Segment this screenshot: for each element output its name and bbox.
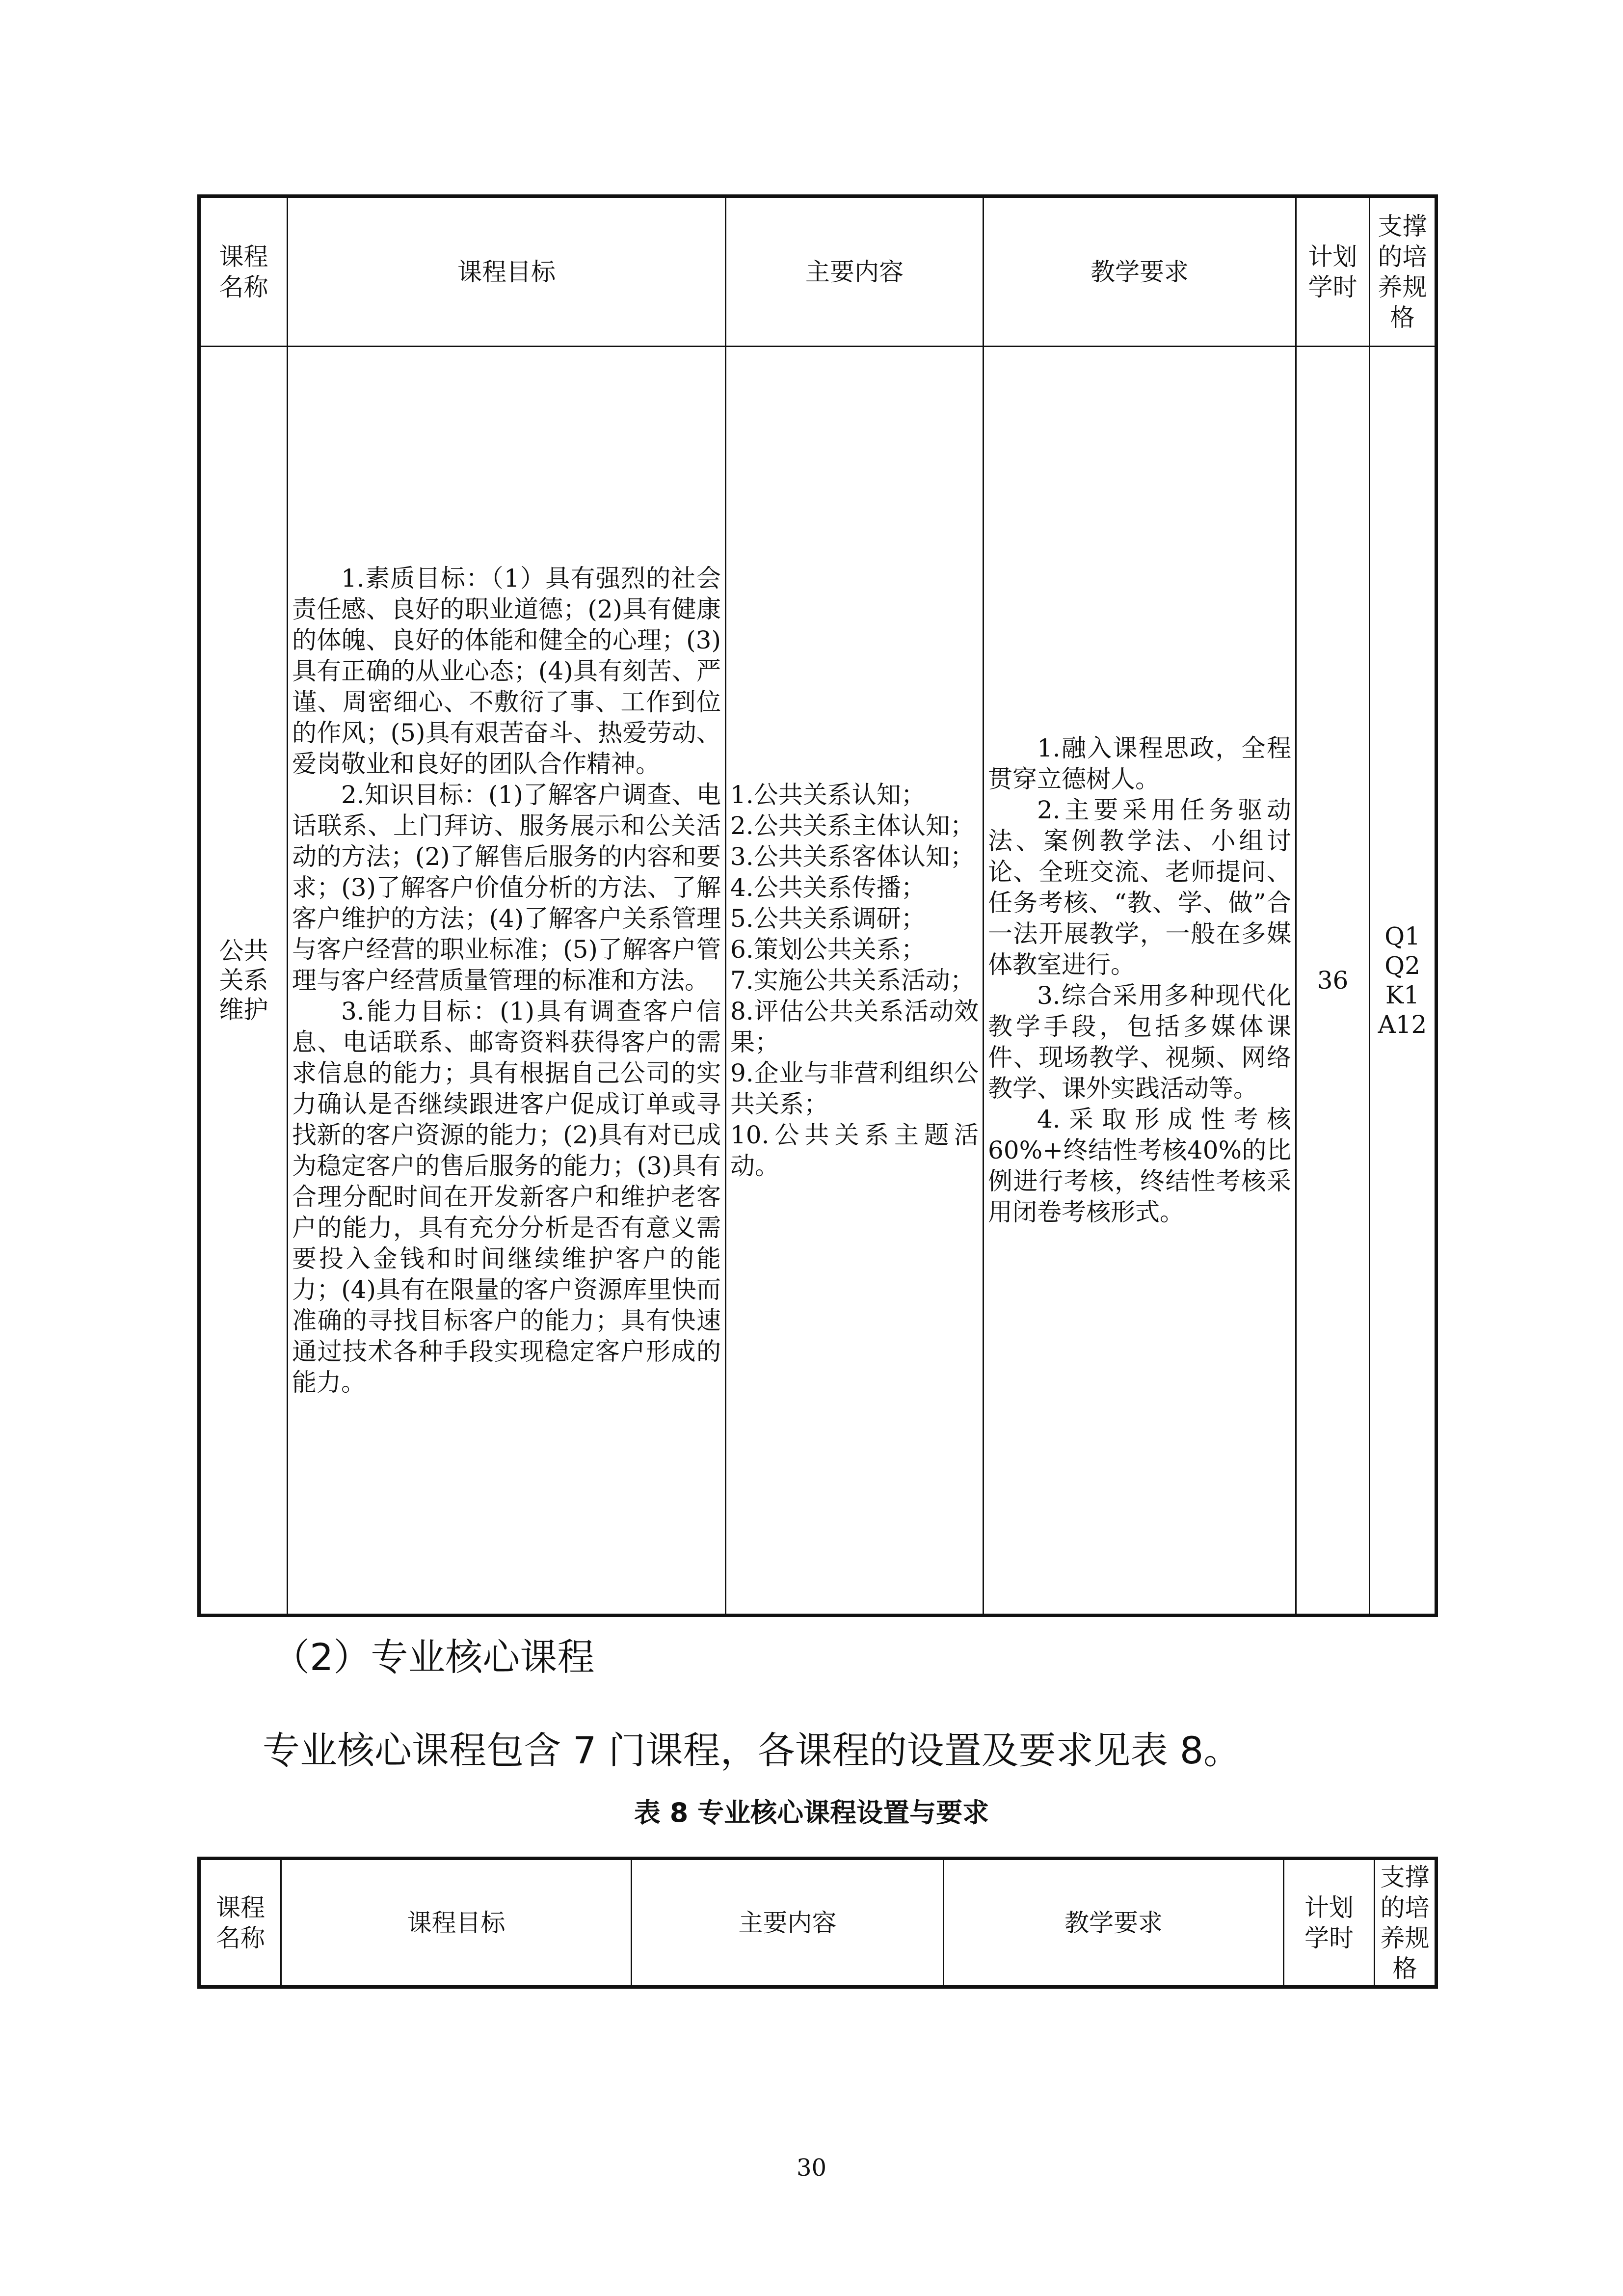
cell-course-name: 公共关系维护 <box>199 347 288 1616</box>
support-code: Q2 <box>1384 951 1420 980</box>
cell-planned-hours: 36 <box>1296 347 1370 1616</box>
course-table-1 <box>197 194 1438 1617</box>
goal-paragraph-quality: 1.素质目标：（1）具有强烈的社会责任感、良好的职业道德；(2)具有健康的体魄、良好的体能和健全的心理；(3)具有正确的从业心态；(4)具有刻苦、严谨、周密细心、不敷衍了事、工作到位的作风；(5)具有艰苦奋斗、热爱劳动、爱岗敬业和良好的团队合作精神。 <box>292 564 721 778</box>
goal-paragraph-knowledge: 2.知识目标：(1)了解客户调查、电话联系、上门拜访、服务展示和公关活动的方法；(2)了解售后服务的内容和要求；(3)了解客户价值分析的方法、了解客户维护的方法；(4)了解客户关系管理与客户经营的职业标准；(5)了解客户管理与客户经营质量管理的标准和方法。 <box>292 780 721 995</box>
content-item: 3.公共关系客体认知； <box>730 842 975 871</box>
requirement-paragraph: 1.融入课程思政，全程贯穿立德树人。 <box>988 734 1291 793</box>
cell-teaching-requirements <box>984 347 1296 1616</box>
header-support-spec: 支撑的培养规格 <box>1375 1859 1437 1987</box>
header-course-goal: 课程目标 <box>281 1859 632 1987</box>
content-item: 4.公共关系传播； <box>730 873 926 902</box>
header-planned-hours: 计划学时 <box>1284 1859 1375 1987</box>
intro-paragraph: 专业核心课程包含 7 门课程，各课程的设置及要求见表 8。 <box>263 1729 1241 1772</box>
content-item: 10.公共关系主题活动。 <box>730 1120 979 1180</box>
header-teaching-requirements: 教学要求 <box>944 1859 1284 1987</box>
content-item: 2.公共关系主体认知； <box>730 811 975 840</box>
support-code: A12 <box>1378 1010 1427 1039</box>
course-table-2 <box>197 1857 1438 1989</box>
table-row <box>199 347 1437 1616</box>
content-item: 7.实施公共关系活动； <box>730 966 975 995</box>
content-item: 8.评估公共关系活动效果； <box>730 997 979 1056</box>
table-caption: 表 8 专业核心课程设置与要求 <box>634 1797 989 1828</box>
support-code: K1 <box>1385 981 1420 1009</box>
header-teaching-requirements: 教学要求 <box>984 196 1296 347</box>
table-header-row <box>199 1859 1437 1987</box>
support-code: Q1 <box>1384 922 1420 950</box>
content-item: 6.策划公共关系； <box>730 935 926 964</box>
requirement-paragraph: 2.主要采用任务驱动法、案例教学法、小组讨论、全班交流、老师提问、任务考核、“教、学、做”合一法开展教学，一般在多媒体教室进行。 <box>988 796 1291 979</box>
requirement-paragraph: 4.采取形成性考核60%+终结性考核40%的比例进行考核，终结性考核采用闭卷考核形式。 <box>988 1105 1291 1226</box>
header-main-content: 主要内容 <box>632 1859 944 1987</box>
header-course-goal: 课程目标 <box>288 196 726 347</box>
cell-main-content <box>726 347 984 1616</box>
goal-paragraph-ability: 3.能力目标：(1)具有调查客户信息、电话联系、邮寄资料获得客户的需求信息的能力；具有根据自己公司的实力确认是否继续跟进客户促成订单或寻找新的客户资源的能力；(2)具有对已成为稳定客户的售后服务的能力；(3)具有合理分配时间在开发新客户和维护老客户的能力，具有充分分析是否有意义需要投入金钱和时间继续维护客户的能力；(4)具有在限量的客户资源库里快而准确的寻找目标客户的能力；具有快速通过技术各种手段实现稳定客户形成的能力。 <box>292 997 721 1397</box>
table-header-row <box>199 196 1437 347</box>
cell-course-goal <box>288 347 726 1616</box>
requirement-paragraph: 3.综合采用多种现代化教学手段，包括多媒体课件、现场教学、视频、网络教学、课外实践活动等。 <box>988 981 1291 1103</box>
header-support-spec: 支撑的培养规格 <box>1370 196 1437 347</box>
content-item: 5.公共关系调研； <box>730 904 926 933</box>
header-main-content: 主要内容 <box>726 196 984 347</box>
header-course-name: 课程名称 <box>199 1859 281 1987</box>
content-item: 9.企业与非营利组织公共关系； <box>730 1058 979 1118</box>
section-heading: （2）专业核心课程 <box>272 1635 595 1679</box>
content-item: 1.公共关系认知； <box>730 780 926 809</box>
header-planned-hours: 计划学时 <box>1296 196 1370 347</box>
cell-support-spec <box>1370 347 1437 1616</box>
header-course-name: 课程名称 <box>199 196 288 347</box>
page-number: 30 <box>796 2154 827 2182</box>
